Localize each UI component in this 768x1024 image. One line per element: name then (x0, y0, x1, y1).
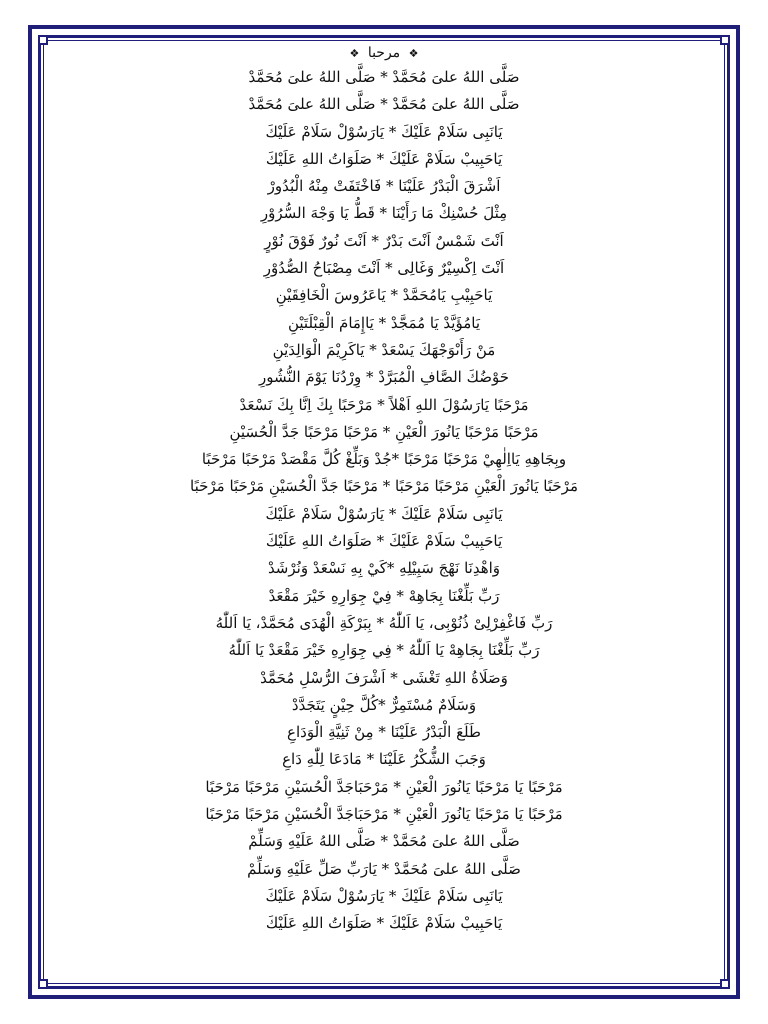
page-title-text: مرحبا (367, 45, 401, 61)
border-corner-ornament (38, 35, 48, 45)
verse-line: مَرْحَبًا يَا مَرْحَبًا يَانُورَ الْعَيْنِ * مَرْحَبَاجَدَّ الْحُسَيْنِ مَرْحَبًا مَرْحَبًا (205, 805, 563, 824)
verse-line: رَبِّ بَلِّغْنَا بِجَاهِهْ يَا اَللّٰهُ * فِي جِوَارِهِ خَيْرَ مَقْعَدْ يَا اَللّٰهُ (228, 641, 540, 660)
verse-line: مَرْحَبًا يَانُورَ الْعَيْنِ مَرْحَبًا مَرْحَبًا * مَرْحَبًا جَدَّ الْحُسَيْنِ مَرْحَبًا مَرْحَبًا (190, 477, 578, 496)
verse-line: وبِجَاهِهِ يَااِلٰهِيْ مَرْحَبًا مَرْحَبًا *جُدْ وَبَلِّغْ كُلَّ مَقْصَدْ مَرْحَبًا مَرْحَبًا (201, 450, 567, 469)
border-corner-ornament (38, 979, 48, 989)
verse-line: اَنْتَ اِكْسِيْرٌ وَغَالِى * اَنْتَ مِصْبَاحُ الصُّدُوْرِ (263, 259, 505, 278)
verse-line: رَبِّ بَلِّغْنَا بِجَاهِهْ * فِيْ جِوَارِهِ خَيْرَ مَقْعَدْ (268, 586, 500, 605)
verse-line: وَاهْدِنَا نَهْجَ سَبِيْلِهِ *كَيْ بِهِ نَسْعَدْ وَنُرْشَدْ (267, 559, 501, 578)
verse-line: مَرْحَبًا يَا مَرْحَبًا يَانُورَ الْعَيْنِ * مَرْحَبَاجَدَّ الْحُسَيْنِ مَرْحَبًا مَرْحَبًا (205, 777, 563, 796)
verse-line: يَاحَبِيْبِ يَامُحَمَّدْ * يَاعَرُوسَ الْخَافِقَيْنِ (275, 286, 493, 305)
verse-line: يَاحَبِيبْ سَلَامْ عَلَيْكَ * صَلَوَاتُ اللهِ عَلَيْكَ (265, 532, 503, 551)
verse-line: يَانَبِى سَلَامْ عَلَيْكَ * يَارَسُوْلْ سَلَامْ عَلَيْكَ (265, 504, 503, 523)
title-ornament-icon: ❖ (408, 47, 419, 60)
verse-line: مَرْحَبًا مَرْحَبًا يَانُورَ الْعَيْنِ * مَرْحَبًا مَرْحَبًا جَدَّ الْحُسَيْنِ (229, 422, 539, 441)
verse-line: رَبِّ فَاغْفِرْلِىْ ذُنُوْبِى، يَا اَللّٰهُ * بِبَرْكَةِ الْهُدَى مُحَمَّدْ، يَا اَللّٰهُ (215, 613, 553, 632)
verse-line: حَوْضُكَ الصَّافِ الْمُبَرَّدْ * وِرْدُنَا يَوْمَ النُّشُورِ (258, 368, 510, 387)
border-corner-ornament (720, 979, 730, 989)
verse-line: وَسَلَامٌ مُسْتَمِرٌّ *كُلَّ حِيْنٍ يَتَجَدَّدْ (291, 695, 477, 714)
verse-line: مَنْ رَأَىْوَجْهَكَ يَسْعَدْ * يَاكَرِيْمَ الْوَالِدَيْنِ (272, 340, 496, 359)
verse-line: مِثْلَ حُسْنِكْ مَا رَأَيْنَا * قَطُّ يَا وَجْهَ السُّرُوْرِ (260, 204, 508, 223)
verse-line: وَجَبَ الشُّكْرُ عَلَيْنَا * مَادَعَا لِلّٰهِ دَاعِ (282, 750, 486, 769)
verse-line: يَاحَبِيبْ سَلَامْ عَلَيْكَ * صَلَوَاتُ اللهِ عَلَيْكَ (265, 149, 503, 168)
verse-line: وَصَلَاةُ اللهِ تَغْشَى * اَشْرَفَ الرُّسْلِ مُحَمَّدْ (260, 668, 508, 687)
verse-line: صَلَّى اللهُ علىَ مُحَمَّدْ * صَلَّى اللهُ علىَ مُحَمَّدْ (248, 68, 520, 86)
verse-line: صَلَّى اللهُ علىَ مُحَمَّدْ * صَلَّى اللهُ عَلَيْهِ وَسَلِّمْ (248, 832, 520, 851)
verse-line: اَنْتَ شَمْسٌ اَنْتَ بَدْرٌ * اَنْتَ نُورٌ فَوْقَ نُوْرٍ (264, 231, 504, 250)
poem-body (60, 40, 708, 938)
title-ornament-icon: ❖ (349, 47, 360, 60)
verse-line: صَلَّى اللهُ علىَ مُحَمَّدْ * يَارَبِّ صَلِّ عَلَيْهِ وَسَلِّمْ (247, 859, 521, 878)
verse-line: يَانَبِى سَلَامْ عَلَيْكَ * يَارَسُوْلْ سَلَامْ عَلَيْكَ (265, 886, 503, 905)
verse-line: صَلَّى اللهُ علىَ مُحَمَّدْ * صَلَّى اللهُ علىَ مُحَمَّدْ (248, 95, 520, 114)
verse-line: يَانَبِى سَلَامْ عَلَيْكَ * يَارَسُوْلْ سَلَامْ عَلَيْكَ (265, 122, 503, 141)
verse-line: يَاحَبِيبْ سَلَامْ عَلَيْكَ * صَلَوَاتُ اللهِ عَلَيْكَ (265, 914, 503, 933)
border-corner-ornament (720, 35, 730, 45)
verse-line: يَامُؤَيَّدْ يَا مُمَجَّدْ * يَاإِمَامَ الْقِبْلَتَيْنِ (287, 313, 481, 332)
verse-line: اَشْرَقَ الْبَدْرُ عَلَيْنَا * فَاخْتَفَتْ مِنْهُ الْبُدُورْ (267, 177, 501, 196)
verse-line: طَلَعَ الْبَدْرُ عَلَيْنَا * مِنْ ثَنِيَّةِ الْوَدَاعِ (287, 723, 481, 742)
page-title (60, 42, 708, 64)
verse-line: مَرْحَبًا يَارَسُوْلَ اللهِ اَهْلاً * مَرْحَبًا بِكَ اِنَّا بِكَ نَسْعَدْ (239, 395, 529, 414)
